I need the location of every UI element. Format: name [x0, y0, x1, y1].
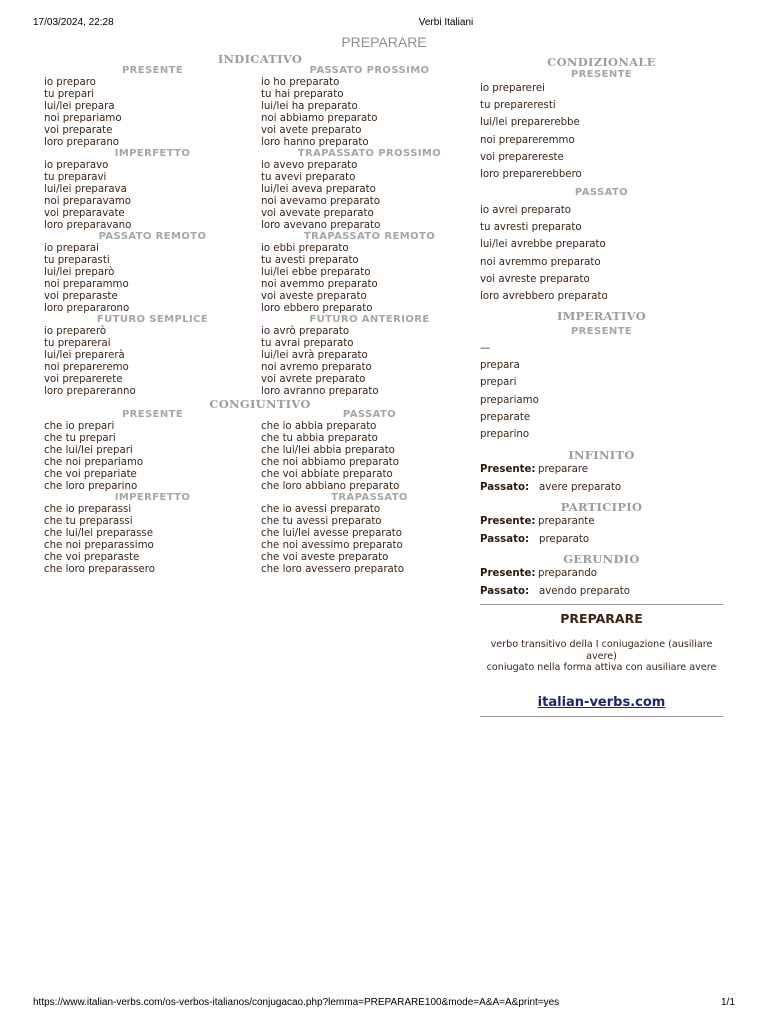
verb-form: noi abbiamo preparato	[261, 113, 378, 124]
verb-form: tu preparavi	[44, 172, 107, 183]
verb-form: lui/lei preparerebbe	[480, 117, 580, 129]
verb-form: che noi prepariamo	[44, 457, 144, 468]
verb-form: voi preparereste	[480, 151, 564, 163]
indicativo-passato-prossimo-list	[261, 77, 377, 149]
gerundio-passato-value: avendo preparato	[539, 586, 631, 597]
congiuntivo-presente-heading: PRESENTE	[121, 409, 184, 420]
verb-form: voi preparerete	[44, 374, 123, 385]
verb-form: io avrò preparato	[261, 326, 350, 337]
verb-form: che loro avessero preparato	[261, 564, 404, 575]
verb-form: loro hanno preparato	[261, 137, 369, 148]
gerundio-presente-value: preparando	[538, 568, 597, 579]
gerundio-presente-key: Presente:	[480, 568, 536, 579]
participio-presente-value: preparante	[538, 516, 595, 527]
verb-form: preparino	[480, 428, 530, 440]
verb-form: noi avremmo preparato	[480, 256, 601, 268]
info-box-title: PREPARARE	[560, 611, 643, 626]
verb-form: tu prepari	[44, 89, 95, 100]
verb-form: noi prepariamo	[44, 113, 122, 124]
infinito-heading: INFINITO	[568, 448, 635, 462]
verb-form: io avevo preparato	[261, 160, 358, 171]
indicativo-futuro-anteriore-list	[261, 326, 379, 398]
gerundio-passato-key: Passato:	[480, 586, 530, 597]
info-box-bottom-rule	[480, 716, 723, 717]
verb-form: loro preparerebbero	[480, 168, 582, 180]
verb-form: io preparai	[44, 243, 99, 254]
gerundio-heading: GERUNDIO	[563, 552, 640, 566]
condizionale-passato-heading: PASSATO	[574, 187, 629, 198]
verb-form: lui/lei preparava	[44, 184, 127, 195]
congiuntivo-imperfetto-heading: IMPERFETTO	[114, 492, 191, 503]
participio-passato-value: preparato	[539, 534, 590, 545]
verb-form: loro prepareranno	[44, 386, 136, 397]
condizionale-presente-heading: PRESENTE	[570, 69, 633, 80]
indicativo-presente-heading: PRESENTE	[121, 65, 184, 76]
indicativo-trapassato-remoto-list	[261, 243, 378, 315]
verb-form: che noi preparassimo	[44, 540, 154, 551]
print-datetime: 17/03/2024, 22:28	[33, 17, 114, 28]
indicativo-trapassato-prossimo-heading: TRAPASSATO PROSSIMO	[297, 148, 442, 159]
infinito-presente-key: Presente:	[480, 464, 536, 475]
verb-form: io ebbi preparato	[261, 243, 349, 254]
congiuntivo-trapassato-list	[261, 504, 404, 576]
infinito-presente-row	[480, 464, 588, 475]
verb-form: lui/lei avrebbe preparato	[480, 239, 606, 251]
print-url: https://www.italian-verbs.com/os-verbos-italianos/conjugacao.php?lemma=PREPARARE100&mode=A&A=A&print=yes	[33, 997, 560, 1008]
verb-form: io preparerei	[480, 83, 546, 94]
verb-form: —	[480, 343, 491, 354]
gerundio-passato-row	[480, 586, 630, 597]
verb-form: io preparerò	[44, 326, 107, 337]
indicativo-passato-prossimo-heading: PASSATO PROSSIMO	[309, 65, 430, 76]
verb-form: loro preparavano	[44, 220, 132, 231]
indicativo-passato-remoto-heading: PASSATO REMOTO	[98, 231, 207, 242]
verb-form: che tu avessi preparato	[261, 516, 382, 527]
verb-form: noi prepareremo	[44, 362, 129, 373]
participio-presente-key: Presente:	[480, 516, 536, 527]
verb-form: che lui/lei avesse preparato	[261, 528, 403, 539]
verb-form: loro avranno preparato	[261, 386, 379, 397]
verb-form: voi aveste preparato	[261, 291, 367, 302]
verb-form: che loro preparino	[44, 481, 138, 492]
info-box-description-2: coniugato nella forma attiva con ausiliare avere	[486, 662, 717, 673]
verb-form: tu preparasti	[44, 255, 110, 266]
print-page-title: Verbi Italiani	[418, 17, 474, 28]
verb-form: che loro abbiano preparato	[261, 481, 400, 492]
verb-form: lui/lei preparerà	[44, 350, 125, 361]
print-page-number: 1/1	[721, 997, 735, 1008]
imperativo-presente-heading: PRESENTE	[570, 326, 633, 337]
congiuntivo-heading: CONGIUNTIVO	[209, 397, 311, 411]
indicativo-futuro-semplice-list	[44, 326, 136, 398]
verb-form: tu avresti preparato	[480, 222, 582, 234]
indicativo-presente-list	[44, 77, 122, 149]
verb-form: voi avrete preparato	[261, 374, 366, 385]
congiuntivo-passato-heading: PASSATO	[342, 409, 397, 420]
condizionale-presente-list	[480, 83, 582, 186]
info-box-top-rule	[480, 604, 723, 605]
congiuntivo-passato-list	[261, 421, 399, 493]
infinito-passato-key: Passato:	[480, 482, 530, 493]
verb-form: io ho preparato	[261, 77, 340, 88]
verb-form: tu avevi preparato	[261, 172, 356, 183]
verb-form: che lui/lei preparasse	[44, 528, 154, 539]
verb-form: lui/lei ebbe preparato	[261, 267, 371, 278]
verb-form: che noi abbiamo preparato	[261, 457, 400, 468]
congiuntivo-presente-list	[44, 421, 143, 493]
imperativo-presente-list	[480, 343, 539, 446]
verb-form: io avrei preparato	[480, 205, 571, 216]
verb-form: voi preparate	[44, 125, 113, 136]
verb-form: lui/lei prepara	[44, 101, 115, 112]
verb-form: prepari	[480, 377, 517, 389]
verb-form: che io abbia preparato	[261, 421, 377, 432]
verb-form: noi prepareremmo	[480, 134, 575, 146]
verb-form: loro prepararono	[44, 303, 130, 314]
verb-form: noi avemmo preparato	[261, 279, 378, 290]
verb-form: voi avevate preparato	[261, 208, 374, 219]
verb-form: che tu prepari	[44, 433, 116, 444]
verb-form: tu preparerai	[44, 338, 111, 349]
indicativo-trapassato-remoto-heading: TRAPASSATO REMOTO	[303, 231, 436, 242]
verb-form: tu avrai preparato	[261, 338, 354, 349]
verb-form: loro avrebbero preparato	[480, 290, 608, 302]
verb-form: noi preparammo	[44, 279, 129, 290]
verb-form: che lui/lei abbia preparato	[261, 445, 395, 456]
infinito-passato-value: avere preparato	[539, 482, 622, 493]
verb-form: noi preparavamo	[44, 196, 132, 207]
gerundio-presente-row	[480, 568, 597, 579]
verb-form: prepariamo	[480, 394, 539, 406]
infinito-passato-row	[480, 482, 621, 493]
verb-form: loro avevano preparato	[261, 220, 381, 231]
participio-passato-key: Passato:	[480, 534, 530, 545]
indicativo-passato-remoto-list	[44, 243, 129, 315]
indicativo-imperfetto-heading: IMPERFETTO	[114, 148, 191, 159]
indicativo-heading: INDICATIVO	[217, 52, 303, 66]
verb-form: lui/lei aveva preparato	[261, 184, 376, 195]
verb-form: che lui/lei prepari	[44, 445, 133, 456]
verb-form: noi avevamo preparato	[261, 196, 381, 207]
verb-form: che tu abbia preparato	[261, 433, 378, 444]
verb-form: che voi prepariate	[44, 469, 137, 480]
verb-form: lui/lei avrà preparato	[261, 350, 368, 361]
verb-form: io preparo	[44, 77, 96, 88]
verb-form: che tu preparassi	[44, 516, 133, 527]
verb-form: loro preparano	[44, 137, 120, 148]
participio-heading: PARTICIPIO	[560, 500, 643, 514]
participio-passato-row	[480, 534, 589, 545]
verb-form: che io preparassi	[44, 504, 132, 515]
verb-form: loro ebbero preparato	[261, 303, 373, 314]
verb-form: voi avreste preparato	[480, 273, 590, 285]
indicativo-trapassato-prossimo-list	[261, 160, 380, 232]
verb-form: prepara	[480, 360, 520, 372]
participio-presente-row	[480, 516, 595, 527]
verb-form: che loro preparassero	[44, 564, 155, 575]
condizionale-passato-list	[480, 205, 608, 308]
condizionale-heading: CONDIZIONALE	[547, 55, 656, 69]
verb-form: tu prepareresti	[480, 100, 556, 112]
verb-form: voi preparavate	[44, 208, 125, 219]
verb-form: che voi abbiate preparato	[261, 469, 393, 480]
verb-form: lui/lei ha preparato	[261, 101, 358, 112]
infinito-presente-value: preparare	[538, 464, 589, 475]
verb-form: preparate	[480, 411, 531, 423]
verb-form: io preparavo	[44, 160, 109, 171]
verb-form: che voi aveste preparato	[261, 552, 389, 563]
indicativo-imperfetto-list	[44, 160, 131, 232]
info-box-description-1: verbo transitivo della I coniugazione (ausiliare avere)	[490, 639, 713, 662]
imperativo-heading: IMPERATIVO	[556, 309, 647, 323]
verb-form: voi preparaste	[44, 291, 118, 302]
congiuntivo-trapassato-heading: TRAPASSATO	[331, 492, 408, 503]
verb-form: che io prepari	[44, 421, 115, 432]
site-link[interactable]: italian-verbs.com	[537, 695, 666, 710]
indicativo-futuro-anteriore-heading: FUTURO ANTERIORE	[309, 314, 430, 325]
indicativo-futuro-semplice-heading: FUTURO SEMPLICE	[96, 314, 209, 325]
verb-title: PREPARARE	[341, 34, 427, 50]
verb-form: tu hai preparato	[261, 89, 344, 100]
verb-form: che io avessi preparato	[261, 504, 381, 515]
verb-form: lui/lei preparò	[44, 267, 115, 278]
verb-form: tu avesti preparato	[261, 255, 359, 266]
verb-form: voi avete preparato	[261, 125, 362, 136]
verb-form: noi avremo preparato	[261, 362, 372, 373]
verb-form: che voi preparaste	[44, 552, 140, 563]
verb-form: che noi avessimo preparato	[261, 540, 403, 551]
congiuntivo-imperfetto-list	[44, 504, 155, 576]
